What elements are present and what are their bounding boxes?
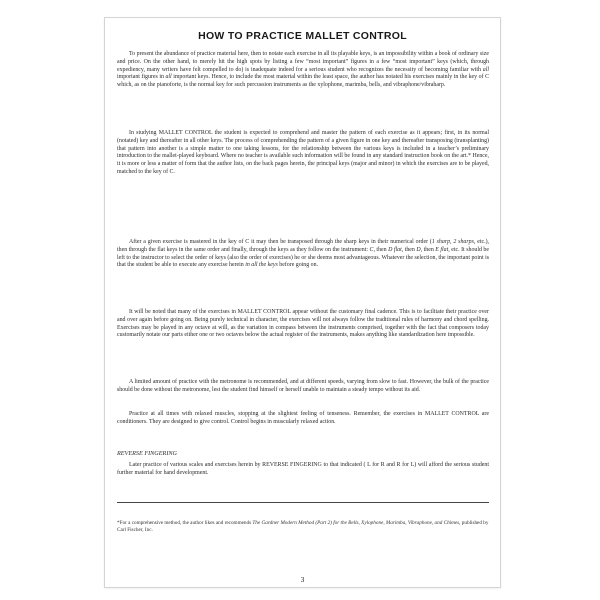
text-run: *For a comprehensive method, the author likes and recommends <box>117 520 253 526</box>
text-run: It will be noted that many of the exercises in MALLET CONTROL appear without the customary final cadence. This is to facilitate their practice over and over again before going on. Being purely technical in character, the exercises will not always follow the traditional rules of harmony and chord spelling. Exercises may be played in any octave at will, as the variation in compass between the instruments comprised, together with the fact that composers today customarily notate our parts either one or two octaves below the actual register of the instruments, makes anything like standardization here impossible. <box>117 309 489 339</box>
reverse-fingering-paragraph <box>117 462 489 478</box>
paragraph-1 <box>117 51 489 90</box>
paragraph-text <box>117 379 489 395</box>
text-run: Later practice of various scales and exercises herein by REVERSE FINGERING to that indicated ( L for R and R for L) will afford the serious student further material for hand development. <box>117 462 489 476</box>
paragraph-text <box>117 239 489 270</box>
italic-run: all <box>482 66 489 73</box>
footnote <box>117 520 489 534</box>
text-run: To present the abundance of practice material here, then to notate each exercise in all its playable keys, is an impossibility within a book of ordinary size and price. On the other hand, to merely hit the high spots by listing a few “most important” figures in a few “most important” keys (which, through expediency, many writers have felt compelled to do) is inadequate indeed for a serious student who recognizes the necessity of becoming familiar with <box>117 51 489 73</box>
text-run: etc.), then through the flat keys in the same order and finally, through the keys as they follow on the instrument: <box>117 239 489 253</box>
paragraph-text <box>117 309 489 340</box>
paragraph-text <box>117 130 489 177</box>
text-run: After a given exercise is mastered in the key of C it may then be transposed through the sharp keys in their numerical order ( <box>129 239 432 245</box>
paragraph-text <box>117 462 489 478</box>
italic-run: C, <box>369 246 375 253</box>
page-number: 3 <box>300 575 305 584</box>
text-run: then <box>374 246 389 253</box>
footnote-divider <box>117 502 489 503</box>
page-title: HOW TO PRACTICE MALLET CONTROL <box>198 30 407 42</box>
text-run: then <box>422 246 436 253</box>
italic-run: D flat, <box>388 246 404 253</box>
paragraph-2 <box>117 130 489 177</box>
text-run: before going on. <box>277 262 319 269</box>
footnote-text <box>117 520 489 534</box>
paragraph-3 <box>117 239 489 270</box>
italic-run: in all the keys <box>245 262 278 269</box>
text-run: Practice at all times with relaxed muscles, stopping at the slightest feeling of tenseness. Remember, the exercises in MALLET CONTROL are conditioners. They are designed to give control. Control begins in muscularly relaxed action. <box>117 411 489 425</box>
italic-run: E flat, <box>435 246 450 253</box>
text-run: then <box>403 246 417 253</box>
italic-run: 1 sharp, 2 sharps, <box>431 239 476 245</box>
text-run: In studying MALLET CONTROL the student is expected to comprehend and master the pattern of each exercise as it appears; first, in its normal (notated) key and thereafter in all other keys. The process of comprehending the pattern of a given figure in one key and thereafter transposing (transplanting) that pattern into another is a simple matter to one taking lessons, for the relationship between the various keys is included in a teacher’s preliminary introduction to the mallet-played keyboard. Where no teacher is available such information will be found in any standard instruction book on the art.* Hence, it is more or less a matter of form that the author lists, on the back pages herein, the principal keys (major and minor) in which the exercises are to be played, matched to the key of C. <box>117 130 490 175</box>
text-run: important keys. Hence, to include the most material within the least space, the author has notated his exercises mainly in the key of C which, as on the pianoforte, is the normal key for such percussion instruments as the xylophone, marimba, bells, and vibraphone/vibraharp. <box>117 74 489 89</box>
book-page <box>104 17 501 588</box>
italic-run: D, <box>416 246 423 253</box>
paragraph-text <box>117 411 489 427</box>
paragraph-6 <box>117 411 489 427</box>
text-run: published by Carl Fischer, Inc. <box>117 520 489 533</box>
italic-run: The Gardner Modern Method (Part 2) for the Bells, Xylophone, Marimba, Vibraphone, and Chimes, <box>252 520 461 526</box>
paragraph-4 <box>117 309 489 340</box>
reverse-fingering-heading: REVERSE FINGERING <box>117 450 177 457</box>
paragraph-5 <box>117 379 489 395</box>
paragraph-text <box>117 51 489 90</box>
italic-run: all <box>165 74 172 81</box>
text-run: etc. It should be left to the instructor to select the order of keys (also the order of exercises) he or she deems most advantageous. Whatever the selection, the important point is that the student be able to execute any exercise herein <box>117 246 489 269</box>
text-run: important figures in <box>117 74 166 81</box>
text-run: A limited amount of practice with the metronome is recommended, and at different speeds, varying from slow to fast. However, the bulk of the practice should be done without the metronome, lest the student find himself or herself unable to maintain a steady tempo without its aid. <box>117 379 489 393</box>
